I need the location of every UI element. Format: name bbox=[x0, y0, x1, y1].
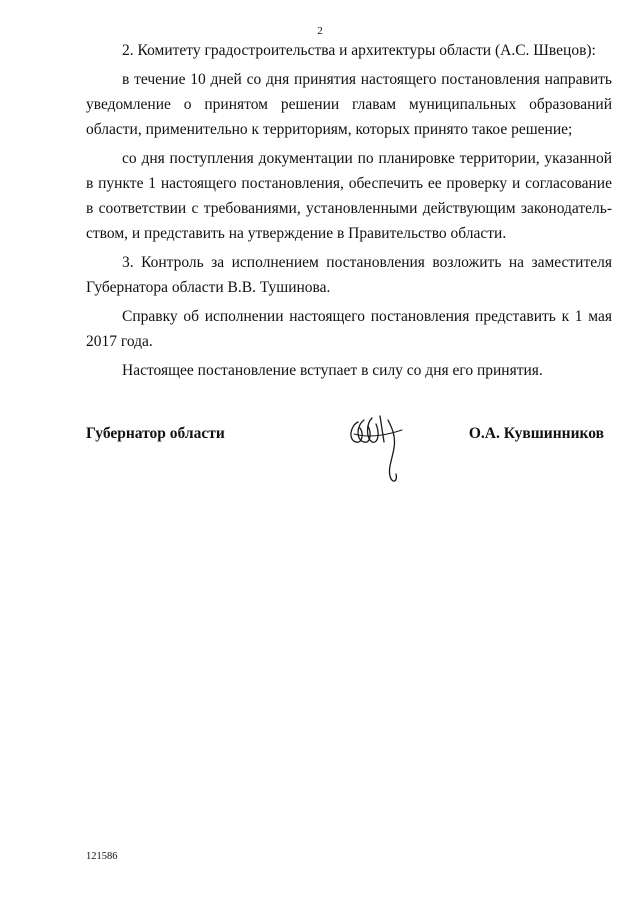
paragraph-documentation: со дня поступления документации по планировке территории, указанной в пункте 1 настоящего постановления, обеспечить ее проверку и согласование в соответствии с требованиями, установленными действующим законодательством, и представить на утверждение в Правительство области. bbox=[86, 150, 612, 242]
signatory-title: Губернатор области bbox=[86, 425, 225, 442]
paragraph-notification: в течение 10 дней со дня принятия настоящего постановления направить уведомление о принятом решении главам муниципальных образований области, применительно к территориям, которых принято такое решение; bbox=[86, 71, 612, 138]
document-body bbox=[86, 38, 612, 383]
handwritten-signature bbox=[344, 404, 414, 490]
signature-block bbox=[86, 404, 612, 494]
page-number: 2 bbox=[317, 25, 323, 37]
signatory-name: О.А. Кувшинников bbox=[468, 425, 604, 442]
paragraph-effective: Настоящее постановление вступает в силу со дня его принятия. bbox=[122, 362, 543, 379]
paragraph-report: Справку об исполнении настоящего постановления представить к 1 мая 2017 года. bbox=[86, 308, 612, 350]
registration-number: 121586 bbox=[86, 851, 118, 862]
paragraph-committee: 2. Комитету градостроительства и архитектуры области (А.С. Швецов): bbox=[122, 42, 596, 59]
paragraph-control: 3. Контроль за исполнением постановления возложить на заместителя Губернатора области В.В. Тушинова. bbox=[86, 254, 612, 296]
